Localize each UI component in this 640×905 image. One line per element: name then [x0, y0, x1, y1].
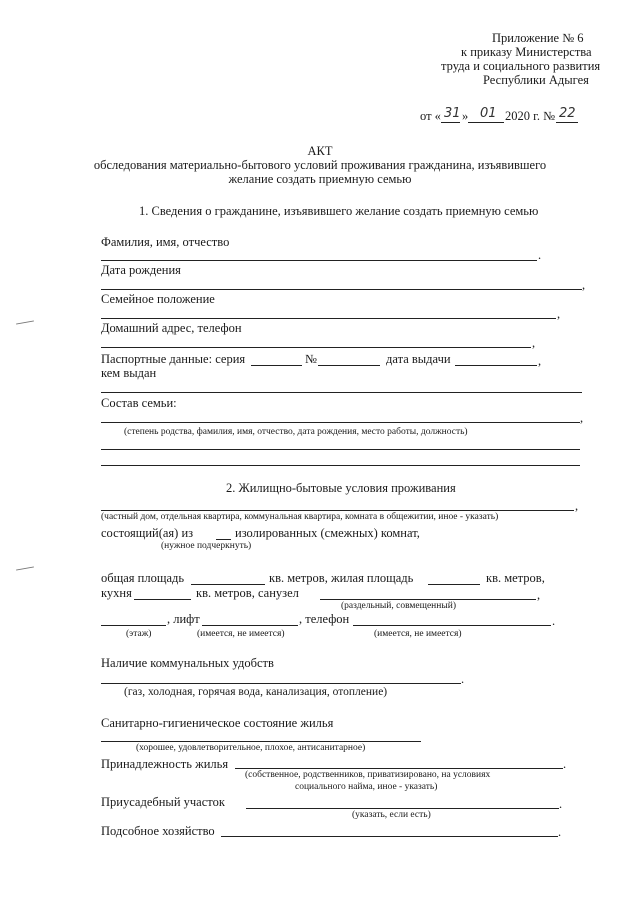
appendix-line-1: Приложение № 6 [492, 31, 584, 45]
label-fio: Фамилия, имя, отчество [101, 235, 230, 249]
field-lift[interactable] [202, 625, 298, 626]
margin-mark [16, 566, 34, 570]
hint-housing-type: (частный дом, отдельная квартира, коммунальная квартира, комната в общежитии, иное - указать) [101, 512, 499, 522]
field-total-area[interactable] [191, 584, 265, 585]
label-farm: Подсобное хозяйство [101, 824, 215, 838]
label-passport: Паспортные данные: серия [101, 352, 246, 366]
hint-ownership-2: социального найма, иное - указать) [295, 782, 438, 792]
field-passport-series[interactable] [251, 365, 302, 366]
hint-bathroom: (раздельный, совмещенный) [341, 601, 456, 611]
field-sanitary[interactable] [101, 741, 421, 742]
label-family: Состав семьи: [101, 396, 177, 410]
appendix-line-2: к приказу Министерства [461, 45, 592, 59]
label-living-area: кв. метров, жилая площадь [269, 571, 414, 585]
label-kitchen: кухня [101, 586, 132, 600]
label-sqm-2: кв. метров, [486, 571, 545, 585]
appendix-line-4: Республики Адыгея [483, 73, 589, 87]
label-passport-number: № [305, 352, 317, 366]
field-plot[interactable] [246, 808, 559, 809]
act-subtitle-1: обследования материально-бытового условий проживания гражданина, изъявившего [93, 158, 547, 172]
act-subtitle-2: желание создать приемную семью [228, 172, 412, 186]
hint-ownership-1: (собственное, родственников, приватизировано, на условиях [245, 770, 491, 780]
hint-floor: (этаж) [126, 629, 152, 639]
act-number: 22 [559, 106, 576, 121]
hint-lift: (имеется, не имеется) [197, 629, 285, 639]
label-total-area: общая площадь [101, 571, 185, 585]
field-living-area[interactable] [428, 584, 480, 585]
label-sanitary: Санитарно-гигиеническое состояние жилья [101, 716, 334, 730]
field-birth[interactable] [101, 289, 582, 290]
label-rooms-type: изолированных (смежных) комнат, [235, 526, 420, 540]
hint-rooms: (нужное подчеркнуть) [161, 541, 252, 551]
field-family-2[interactable] [101, 449, 580, 450]
label-address: Домашний адрес, телефон [101, 321, 242, 335]
field-rooms[interactable] [216, 539, 231, 540]
hint-sanitary: (хорошее, удовлетворительное, плохое, антисанитарное) [136, 743, 366, 753]
section-2-heading: 2. Жилищно-бытовые условия проживания [226, 481, 456, 495]
label-plot: Приусадебный участок [101, 795, 225, 809]
hint-plot: (указать, если есть) [352, 810, 431, 820]
field-farm[interactable] [221, 836, 558, 837]
field-housing-type[interactable] [101, 510, 574, 511]
label-ownership: Принадлежность жилья [101, 757, 229, 771]
hint-family: (степень родства, фамилия, имя, отчество, дата рождения, место работы, должность) [124, 427, 468, 437]
field-utilities[interactable] [101, 683, 461, 684]
label-bathroom: кв. метров, санузел [196, 586, 299, 600]
label-birth: Дата рождения [101, 263, 181, 277]
section-1-heading: 1. Сведения о гражданине, изъявившего желание создать приемную семью [139, 204, 539, 218]
date-day: 31 [444, 106, 461, 121]
date-prefix: от « [420, 109, 441, 123]
field-floor[interactable] [101, 625, 166, 626]
date-month: 01 [480, 106, 497, 121]
appendix-line-3: труда и социального развития [441, 59, 601, 73]
field-fio[interactable] [101, 260, 537, 261]
field-ownership[interactable] [235, 768, 563, 769]
label-issue-date: дата выдачи [386, 352, 451, 366]
label-issued-by: кем выдан [101, 366, 157, 380]
label-rooms: состоящий(ая) из [101, 526, 194, 540]
field-family-1[interactable] [101, 422, 580, 423]
field-bathroom[interactable] [320, 599, 536, 600]
hint-utilities: (газ, холодная, горячая вода, канализация, отопление) [124, 686, 388, 698]
field-family-status[interactable] [101, 318, 556, 319]
label-family-status: Семейное положение [101, 292, 215, 306]
label-phone: , телефон [299, 612, 350, 626]
label-utilities: Наличие коммунальных удобств [101, 656, 274, 670]
hint-phone: (имеется, не имеется) [374, 629, 462, 639]
field-issue-date[interactable] [455, 365, 537, 366]
field-family-3[interactable] [101, 465, 580, 466]
field-kitchen[interactable] [134, 599, 191, 600]
act-title: АКТ [307, 144, 333, 158]
date-year: 2020 г. № [505, 109, 556, 123]
field-issued-by[interactable] [101, 392, 582, 393]
field-phone[interactable] [353, 625, 551, 626]
label-lift: , лифт [167, 612, 200, 626]
field-passport-number[interactable] [318, 365, 380, 366]
date-mid: » [462, 109, 469, 123]
field-address[interactable] [101, 347, 531, 348]
margin-mark [16, 320, 34, 324]
